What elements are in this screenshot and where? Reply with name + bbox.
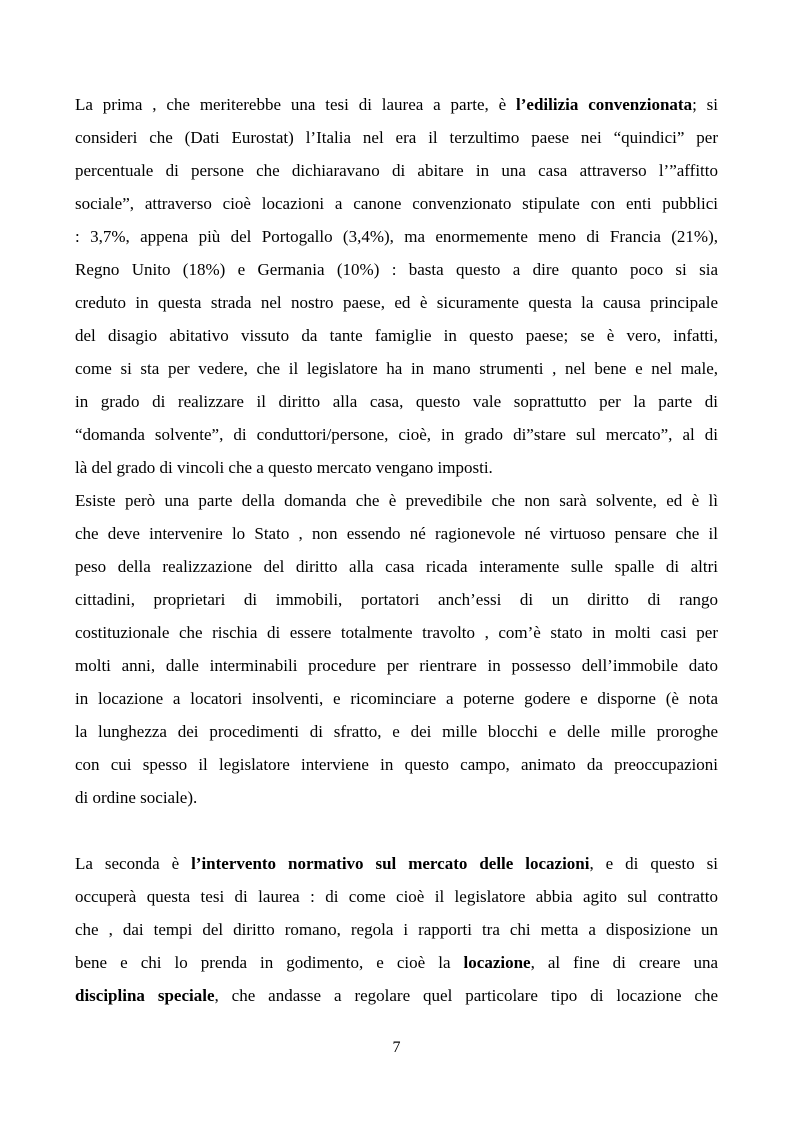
line-text: percentuale di persone che dichiaravano di abitare in una casa attraverso l’”affitto — [75, 161, 718, 180]
text-line — [75, 391, 718, 413]
text-line — [75, 226, 718, 248]
line-text: là del grado di vincoli che a questo mercato vengano imposti. — [75, 458, 493, 477]
bold-term: l’intervento normativo sul mercato delle locazioni — [191, 854, 590, 873]
page-number: 7 — [392, 1039, 401, 1056]
text-line — [75, 325, 718, 347]
text-line — [75, 919, 718, 941]
bold-term: disciplina speciale — [75, 986, 215, 1005]
text-line — [75, 457, 718, 479]
line-text: “domanda solvente”, di conduttori/persone, cioè, in grado di”stare sul mercato”, al di — [75, 425, 718, 444]
text-line — [75, 523, 718, 545]
text-line — [75, 358, 718, 380]
text-line — [75, 853, 718, 875]
line-text: , e di questo si — [589, 854, 719, 873]
text-line — [75, 688, 718, 710]
line-text: molti anni, dalle interminabili procedure per rientrare in possesso dell’immobile dato — [75, 656, 718, 675]
line-text: , al fine di creare una — [530, 953, 718, 972]
bold-term: locazione — [463, 953, 531, 972]
text-line — [75, 193, 718, 215]
line-text: in locazione a locatori insolventi, e ricominciare a poterne godere e disporne (è nota — [75, 689, 718, 708]
line-text: , che andasse a regolare quel particolare tipo di locazione che — [214, 986, 718, 1005]
line-text: La prima , che meriterebbe una tesi di laurea a parte, è — [75, 95, 517, 114]
line-text: che , dai tempi del diritto romano, regola i rapporti tra chi metta a disposizione un — [75, 920, 718, 939]
text-line — [75, 259, 718, 281]
line-text: con cui spesso il legislatore interviene in questo campo, animato da preoccupazioni — [75, 755, 718, 774]
line-text: la lunghezza dei procedimenti di sfratto, e dei mille blocchi e delle mille proroghe — [75, 722, 718, 741]
line-text: Regno Unito (18%) e Germania (10%) : basta questo a dire quanto poco si sia — [75, 260, 718, 279]
text-line — [75, 655, 718, 677]
text-line — [75, 490, 718, 512]
text-line — [75, 622, 718, 644]
text-line — [75, 985, 718, 1007]
bold-term: l’edilizia convenzionata — [516, 95, 693, 114]
line-text: come si sta per vedere, che il legislatore ha in mano strumenti , nel bene e nel male, — [75, 359, 718, 378]
text-line — [75, 292, 718, 314]
text-line — [75, 127, 718, 149]
line-text: peso della realizzazione del diritto alla casa ricada interamente sulle spalle di altri — [75, 557, 718, 576]
text-line — [75, 160, 718, 182]
line-text: sociale”, attraverso cioè locazioni a canone convenzionato stipulate con enti pubblici — [75, 194, 718, 213]
line-text: di ordine sociale). — [75, 788, 198, 807]
line-text: Esiste però una parte della domanda che è prevedibile che non sarà solvente, ed è lì — [75, 491, 718, 510]
text-line — [75, 721, 718, 743]
line-text: costituzionale che rischia di essere totalmente travolto , com’è stato in molti casi per — [75, 623, 718, 642]
line-text: cittadini, proprietari di immobili, portatori anch’essi di un diritto di rango — [75, 590, 718, 609]
line-text: del disagio abitativo vissuto da tante famiglie in questo paese; se è vero, infatti, — [75, 326, 718, 345]
line-text: La seconda è — [75, 854, 192, 873]
text-line — [75, 886, 718, 908]
text-line — [75, 556, 718, 578]
line-text: in grado di realizzare il diritto alla casa, questo vale soprattutto per la parte di — [75, 392, 718, 411]
line-text: che deve intervenire lo Stato , non essendo né ragionevole né virtuoso pensare che il — [75, 524, 718, 543]
text-line — [75, 589, 718, 611]
line-text: occuperà questa tesi di laurea : di come cioè il legislatore abbia agito sul contratto — [75, 887, 718, 906]
line-text: bene e chi lo prenda in godimento, e cioè la — [75, 953, 464, 972]
text-line — [75, 754, 718, 776]
text-line — [75, 787, 718, 809]
line-text: : 3,7%, appena più del Portogallo (3,4%), ma enormemente meno di Francia (21%), — [75, 227, 718, 246]
line-text: creduto in questa strada nel nostro paese, ed è sicuramente questa la causa principale — [75, 293, 718, 312]
text-line — [75, 424, 718, 446]
line-text: ; si — [692, 95, 718, 114]
line-text: consideri che (Dati Eurostat) l’Italia nel era il terzultimo paese nei “quindici” per — [75, 128, 718, 147]
text-line — [75, 952, 718, 974]
text-line — [75, 94, 718, 116]
